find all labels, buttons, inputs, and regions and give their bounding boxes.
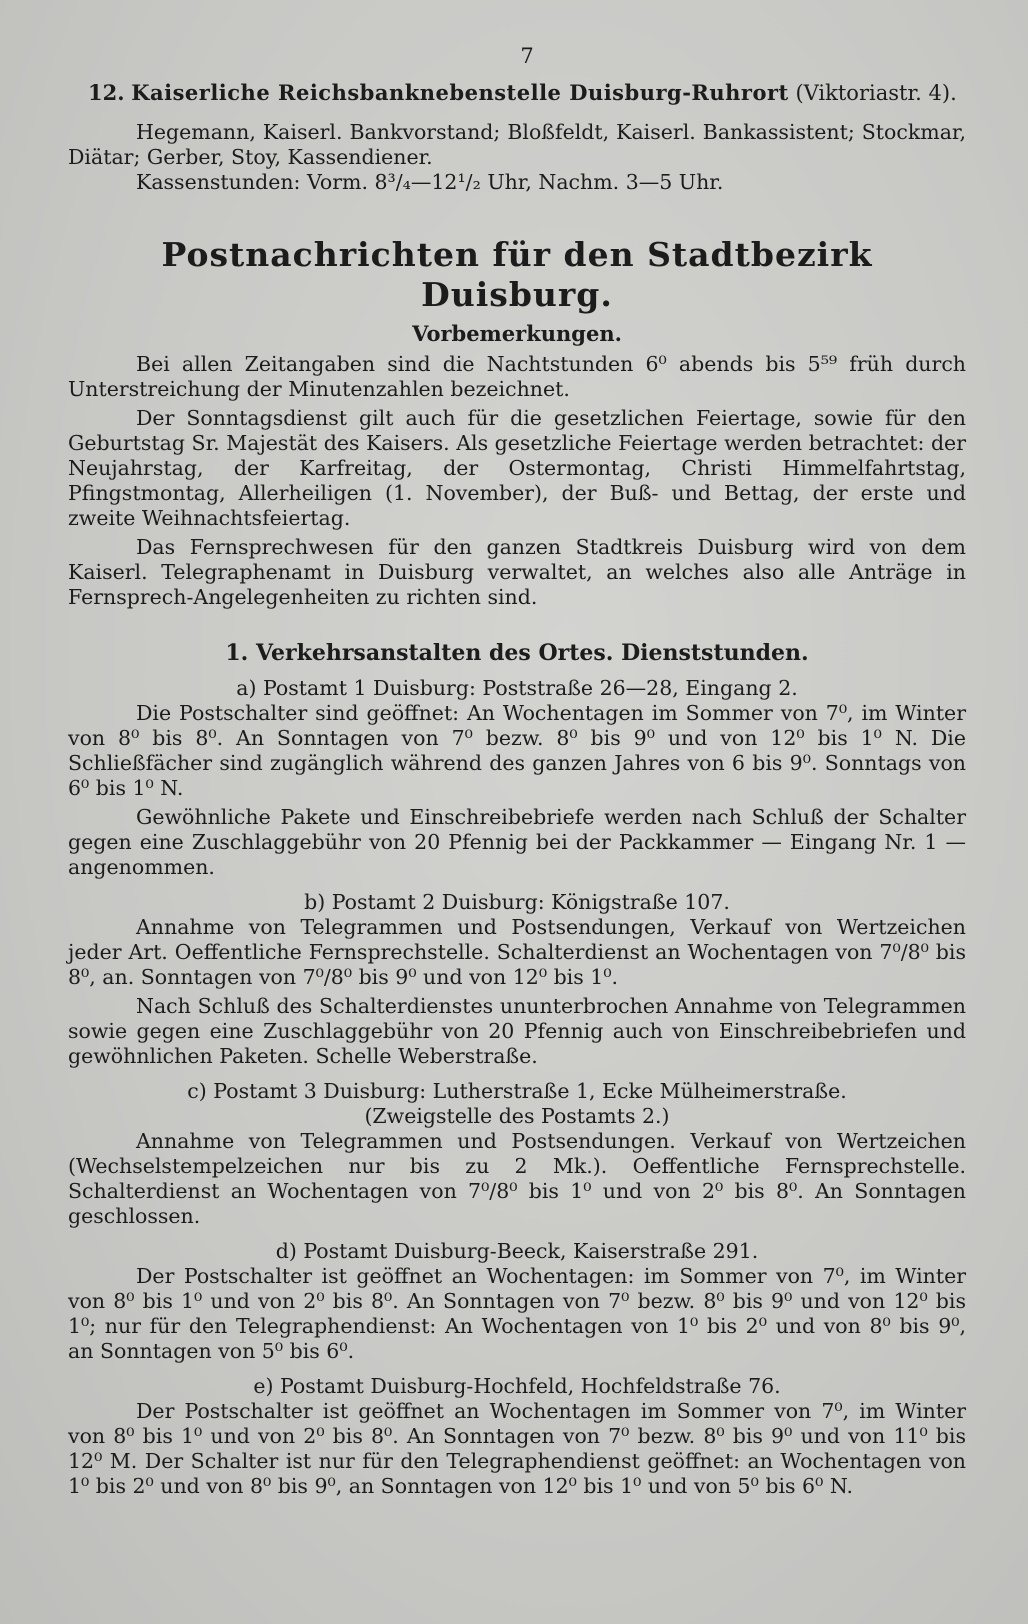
office-paragraph: Annahme von Telegrammen und Postsendungen, Verkauf von Wertzeichen jeder Art. Oeffentliche Fernsprechstelle. Schalterdienst an Wochentagen von 7⁰/8⁰ bis 8⁰, an. Sonntagen von 7⁰/8⁰ bis 9⁰ und von 12⁰ bis 1⁰.	[68, 915, 966, 989]
office-c	[68, 1079, 966, 1229]
office-paragraph: Annahme von Telegrammen und Postsendungen. Verkauf von Wertzeichen (Wechselstempelzeichen nur bis zu 2 Mk.). Oeffentliche Fernsprechstelle. Schalterdienst an Wochentagen von 7⁰/8⁰ bis 1⁰ und von 2⁰ bis 8⁰. An Sonntagen geschlossen.	[68, 1129, 966, 1228]
office-subheading: (Zweigstelle des Postamts 2.)	[364, 1104, 670, 1128]
office-b	[68, 890, 966, 1069]
office-heading: a) Postamt 1 Duisburg: Poststraße 26—28, Eingang 2.	[236, 676, 798, 700]
office-heading: c) Postamt 3 Duisburg: Lutherstraße 1, Ecke Mülheimerstraße.	[187, 1079, 847, 1103]
prelim-paragraph: Der Sonntagsdienst gilt auch für die gesetzlichen Feiertage, sowie für den Geburtstag Sr. Majestät des Kaisers. Als gesetzliche Feiertage werden betrachtet: der Neujahrstag, der Karfreitag, der Ostermontag, Christi Himmelfahrtstag, Pfingstmontag, Allerheiligen (1. November), der Buß- und Bettag, der erste und zweite Weihnachtsfeiertag.	[68, 406, 966, 530]
bank-heading	[68, 80, 966, 106]
bank-name: Kaiserliche Reichsbanknebenstelle Duisburg-Ruhrort	[131, 80, 789, 105]
prelim-paragraph: Bei allen Zeitangaben sind die Nachtstunden 6⁰ abends bis 5⁵⁹ früh durch Unterstreichung der Minutenzahlen bezeichnet.	[68, 352, 966, 401]
office-paragraph: Nach Schluß des Schalterdienstes ununterbrochen Annahme von Telegrammen sowie gegen eine Zuschlaggebühr von 20 Pfennig auch von Einschreibebriefen und gewöhnlichen Paketen. Schelle Weberstraße.	[68, 994, 966, 1068]
office-heading: d) Postamt Duisburg-Beeck, Kaiserstraße 291.	[275, 1239, 759, 1263]
post-title: Postnachrichten für den Stadtbezirk Duisburg.	[161, 235, 873, 314]
office-paragraph: Die Postschalter sind geöffnet: An Wochentagen im Sommer von 7⁰, im Winter von 8⁰ bis 8⁰. An Sonntagen von 7⁰ bezw. 8⁰ bis 9⁰ und von 12⁰ bis 1⁰ N. Die Schließfächer sind zugänglich während des ganzen Jahres von 6 bis 9⁰. Sonntags von 6⁰ bis 1⁰ N.	[68, 701, 966, 800]
bank-number: 12.	[88, 80, 125, 105]
office-e	[68, 1374, 966, 1499]
office-paragraph: Der Postschalter ist geöffnet an Wochentagen: im Sommer von 7⁰, im Winter von 8⁰ bis 1⁰ und von 2⁰ bis 8⁰. An Sonntagen von 7⁰ bezw. 8⁰ bis 9⁰ und von 12⁰ bis 1⁰; nur für den Telegraphendienst: An Wochentagen von 1⁰ bis 2⁰ und von 8⁰ bis 9⁰, an Sonntagen von 5⁰ bis 6⁰.	[68, 1264, 966, 1363]
office-d	[68, 1239, 966, 1364]
bank-address: (Viktoriastr. 4).	[795, 81, 957, 105]
office-paragraph: Der Postschalter ist geöffnet an Wochentagen im Sommer von 7⁰, im Winter von 8⁰ bis 1⁰ und von 2⁰ bis 8⁰. An Sonntagen von 7⁰ bezw. 8⁰ bis 9⁰ und von 11⁰ bis 12⁰ M. Der Schalter ist nur für den Telegraphendienst geöffnet: an Wochentagen von 1⁰ bis 2⁰ und von 8⁰ bis 9⁰, an Sonntagen von 12⁰ bis 1⁰ und von 5⁰ bis 6⁰ N.	[68, 1399, 966, 1498]
page-number: 7	[520, 44, 534, 68]
office-paragraph: Gewöhnliche Pakete und Einschreibebriefe werden nach Schluß der Schalter gegen eine Zuschlaggebühr von 20 Pfennig bei der Packkammer — Eingang Nr. 1 — angenommen.	[68, 805, 966, 879]
section-title: 1. Verkehrsanstalten des Ortes. Dienststunden.	[225, 640, 809, 666]
office-a	[68, 676, 966, 880]
bank-hours: Kassenstunden: Vorm. 8³/₄—12¹/₂ Uhr, Nachm. 3—5 Uhr.	[136, 170, 724, 194]
office-heading: b) Postamt 2 Duisburg: Königstraße 107.	[304, 890, 730, 914]
bank-staff: Hegemann, Kaiserl. Bankvorstand; Bloßfeldt, Kaiserl. Bankassistent; Stockmar, Diätar; Gerber, Stoy, Kassendiener.	[68, 120, 966, 169]
prelim-paragraph: Das Fernsprechwesen für den ganzen Stadtkreis Duisburg wird von dem Kaiserl. Telegraphenamt in Duisburg verwaltet, an welches also alle Anträge in Fernsprech-Angelegenheiten zu richten sind.	[68, 535, 966, 609]
prelim-title: Vorbemerkungen.	[412, 321, 622, 346]
office-heading: e) Postamt Duisburg-Hochfeld, Hochfeldstraße 76.	[253, 1374, 781, 1398]
